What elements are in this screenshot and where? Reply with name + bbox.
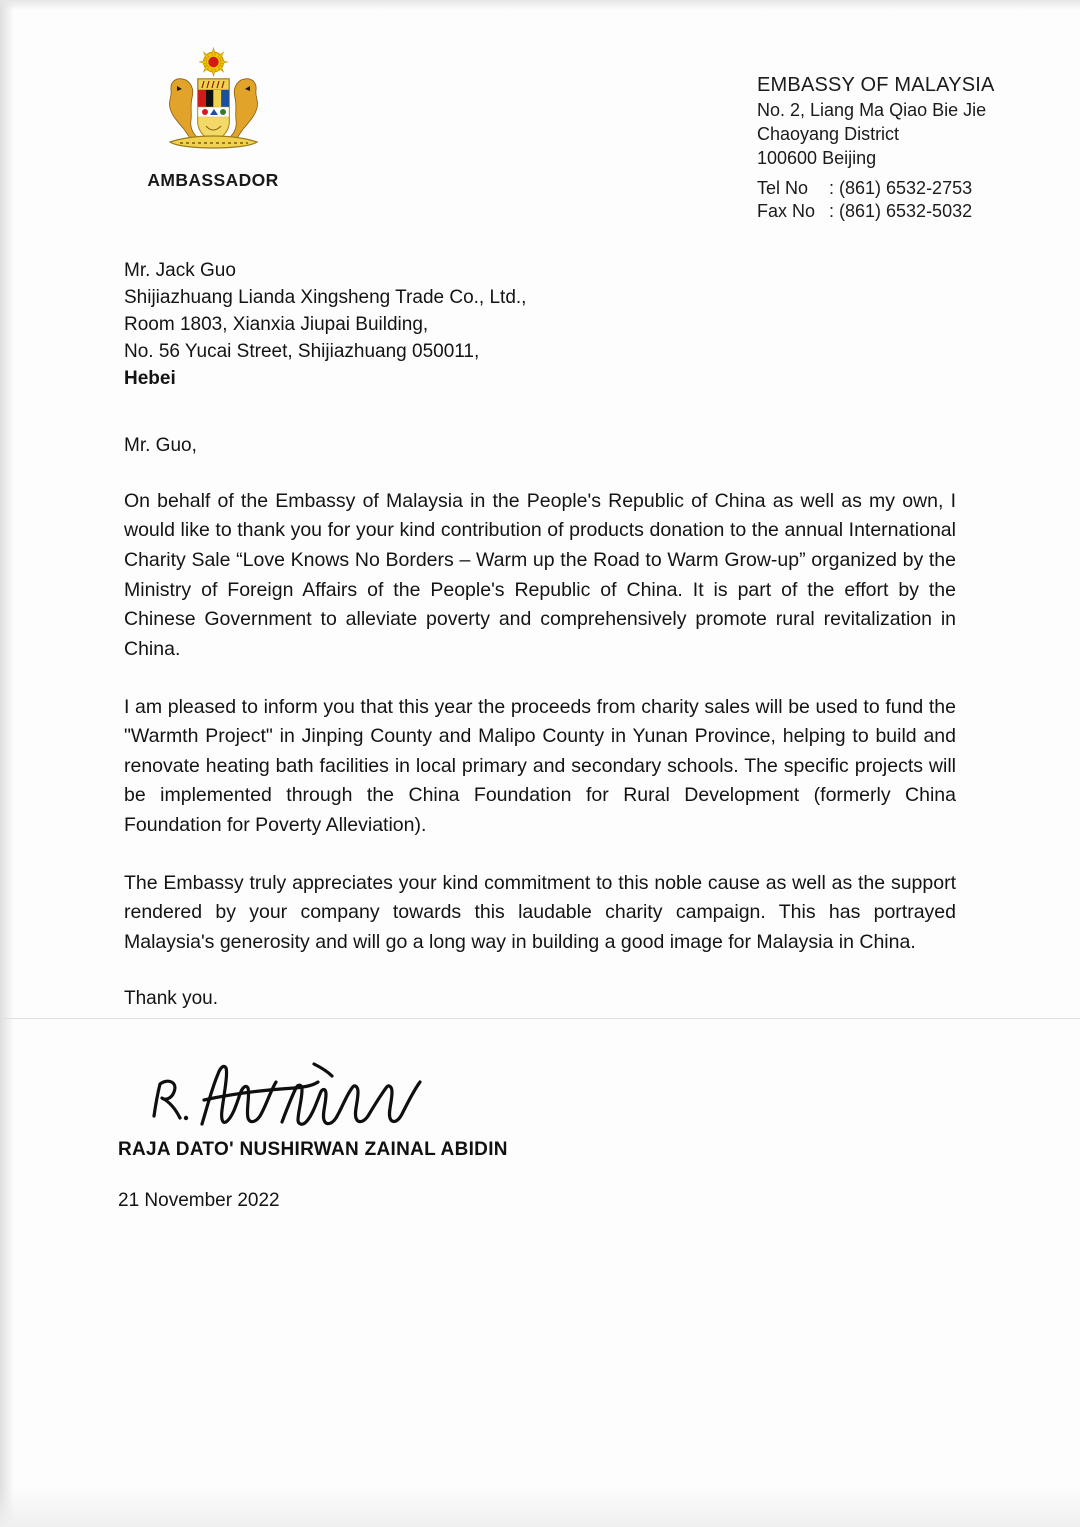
fax-value: : (861) 6532-5032 — [829, 201, 973, 222]
embassy-organization: EMBASSY OF MALAYSIA — [757, 74, 995, 96]
fax-label: Fax No — [757, 201, 816, 222]
handwritten-signature-icon — [146, 1038, 506, 1138]
scan-fold-line — [0, 1018, 1080, 1019]
tel-label: Tel No — [757, 177, 809, 198]
tel-value: : (861) 6532-2753 — [829, 177, 973, 198]
recipient-line-5: Hebei — [124, 367, 176, 389]
malaysia-coat-of-arms-icon — [146, 46, 281, 158]
letter-date: 21 November 2022 — [118, 1190, 280, 1211]
recipient-line-1: Mr. Jack Guo — [124, 260, 236, 281]
recipient-address — [124, 258, 956, 393]
letter-body — [124, 258, 956, 1010]
ambassador-label: AMBASSADOR — [147, 170, 279, 190]
recipient-line-2: Shijiazhuang Lianda Xingsheng Trade Co., Ltd., — [124, 286, 527, 308]
paragraph-2: I am pleased to inform you that this year the proceeds from charity sales will be used to fund the "Warmth Project" in Jinping County and Malipo County in Yunan Province, helping to build and renovate heating bath facilities in local primary and secondary schools. The specific projects will be implemented through the China Foundation for Rural Development (formerly China Foundation for Poverty Alleviation). — [124, 695, 956, 837]
embassy-address-block — [757, 72, 995, 224]
letterhead — [0, 46, 1080, 221]
recipient-line-3: Room 1803, Xianxia Jiupai Building, — [124, 313, 429, 335]
salutation: Mr. Guo, — [124, 434, 197, 456]
scan-shadow-left — [0, 0, 14, 1527]
scan-shadow-bottom — [0, 1487, 1080, 1527]
scan-shadow-top — [0, 0, 1080, 10]
signature-block — [118, 1038, 638, 1158]
embassy-address-line-1: No. 2, Liang Ma Qiao Bie Jie — [757, 100, 987, 121]
paragraph-1: On behalf of the Embassy of Malaysia in the People's Republic of China as well as my own, I would like to thank you for your kind contribution of products donation to the annual International Charity Sale “Love Knows No Borders – Warm up the Road to Warm Grow-up” organized by the Ministry of Foreign Affairs of the People's Republic of China. It is part of the effort by the Chinese Government to alleviate poverty and comprehensively promote rural revitalization in China. — [124, 489, 956, 660]
closing-line: Thank you. — [124, 987, 218, 1009]
signer-name: RAJA DATO' NUSHIRWAN ZAINAL ABIDIN — [118, 1139, 508, 1160]
embassy-fax — [757, 200, 995, 224]
embassy-address-line-2: Chaoyang District — [757, 124, 900, 145]
crest-block — [118, 46, 308, 191]
embassy-address-line-3: 100600 Beijing — [757, 147, 877, 168]
paragraph-3: The Embassy truly appreciates your kind commitment to this noble cause as well as the support rendered by your company towards this laudable charity campaign. This has portrayed Malaysia's generosity and will go a long way in building a good image for Malaysia in China. — [124, 871, 956, 953]
embassy-telephone — [757, 177, 995, 201]
recipient-line-4: No. 56 Yucai Street, Shijiazhuang 050011, — [124, 340, 480, 362]
